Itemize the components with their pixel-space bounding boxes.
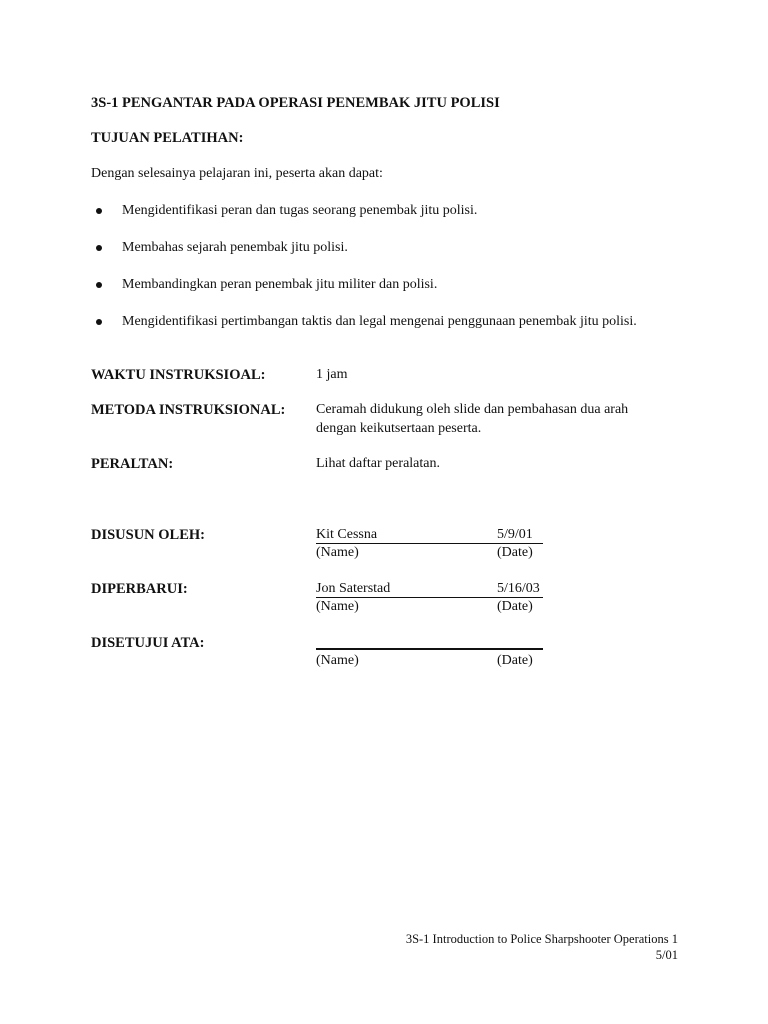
footer-date: 5/01	[655, 948, 678, 962]
prepared-date-caption: (Date)	[497, 545, 533, 560]
bullet-icon	[96, 208, 102, 214]
list-item: Membahas sejarah penembak jitu polisi.	[91, 239, 637, 276]
bullet-icon	[96, 319, 102, 325]
approved-name-caption: (Name)	[316, 653, 359, 668]
prepared-name-caption: (Name)	[316, 545, 359, 560]
prepared-label: DISUSUN OLEH:	[91, 527, 206, 543]
footer-title: 3S-1 Introduction to Police Sharpshooter Operations 1	[405, 932, 678, 946]
equipment-value: Lihat daftar peralatan.	[316, 456, 440, 471]
updated-date: 5/16/03	[497, 581, 540, 596]
updated-label: DIPERBARUI:	[91, 581, 188, 597]
list-item: Membandingkan peran penembak jitu militer dan polisi.	[91, 276, 637, 313]
list-item: Mengidentifikasi pertimbangan taktis dan legal mengenai penggunaan penembak jitu polisi.	[91, 313, 637, 350]
time-label: WAKTU INSTRUKSIOAL:	[91, 367, 266, 383]
approved-date-caption: (Date)	[497, 653, 533, 668]
intro-text: Dengan selesainya pelajaran ini, peserta akan dapat:	[91, 166, 383, 181]
equipment-label: PERALTAN:	[91, 456, 174, 472]
bullet-icon	[96, 282, 102, 288]
method-label: METODA INSTRUKSIONAL:	[91, 402, 286, 418]
bullet-icon	[96, 245, 102, 251]
updated-name-caption: (Name)	[316, 599, 359, 614]
document-title: 3S-1 PENGANTAR PADA OPERASI PENEMBAK JITU POLISI	[91, 95, 500, 111]
page-footer	[406, 931, 678, 963]
list-item: Mengidentifikasi peran dan tugas seorang penembak jitu polisi.	[91, 202, 637, 239]
objectives-list	[91, 202, 637, 350]
approved-signature-line	[316, 648, 543, 650]
prepared-name: Kit Cessna	[316, 527, 378, 542]
time-value: 1 jam	[316, 367, 348, 382]
objectives-heading: TUJUAN PELATIHAN:	[91, 130, 244, 146]
method-value-line1: Ceramah didukung oleh slide dan pembahasan dua arah	[316, 402, 629, 417]
approved-label: DISETUJUI ATA:	[91, 635, 205, 651]
method-value-line2: dengan keikutsertaan peserta.	[316, 421, 482, 436]
updated-name: Jon Saterstad	[316, 581, 391, 596]
prepared-date: 5/9/01	[497, 527, 533, 542]
updated-date-caption: (Date)	[497, 599, 533, 614]
